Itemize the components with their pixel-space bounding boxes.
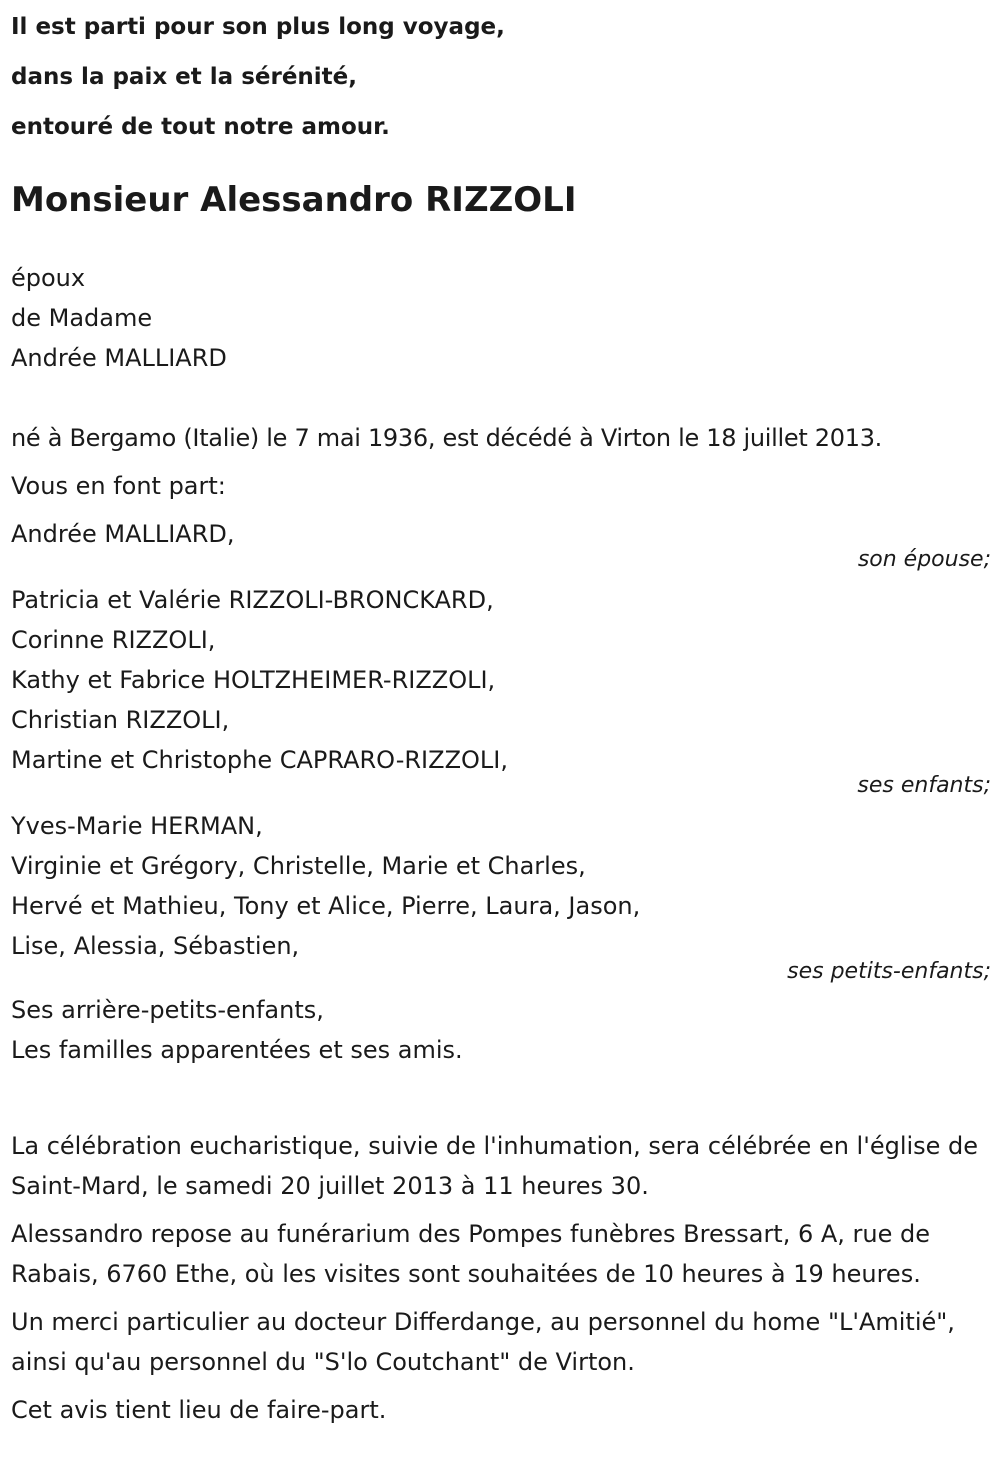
family-name-line: Christian RIZZOLI, [11, 706, 230, 734]
family-name-line: Martine et Christophe CAPRARO-RIZZOLI, [11, 746, 508, 774]
family-name-line: Patricia et Valérie RIZZOLI-BRONCKARD, [11, 586, 494, 614]
family-name-line: Virginie et Grégory, Christelle, Marie et Charles, [11, 852, 586, 880]
spouse-line: époux [11, 264, 86, 292]
other-relatives [11, 990, 991, 1070]
other-relatives-line: Ses arrière-petits-enfants, [11, 996, 324, 1024]
family-role: ses enfants; [857, 773, 991, 798]
thanks-paragraph: Un merci particulier au docteur Differdange, au personnel du home "L'Amitié", ainsi qu'au personnel du "S'lo Coutchant" de Virton. [11, 1308, 955, 1376]
spouse-block [11, 258, 991, 378]
family-group-grandchildren [11, 806, 991, 966]
family-name-line: Corinne RIZZOLI, [11, 626, 216, 654]
intro-line: entouré de tout notre amour. [11, 114, 390, 140]
spouse-line: Andrée MALLIARD [11, 344, 227, 372]
intro-line: dans la paix et la sérénité, [11, 64, 358, 90]
birth-death-line: né à Bergamo (Italie) le 7 mai 1936, est décédé à Virton le 18 juillet 2013. [11, 424, 883, 452]
family-role: ses petits-enfants; [787, 959, 991, 984]
family-group-children [11, 580, 991, 780]
family-name-line: Yves-Marie HERMAN, [11, 812, 263, 840]
family-name-line: Hervé et Mathieu, Tony et Alice, Pierre, Laura, Jason, [11, 892, 641, 920]
intro-line: Il est parti pour son plus long voyage, [11, 14, 505, 40]
spouse-line: de Madame [11, 304, 153, 332]
deceased-name: Monsieur Alessandro RIZZOLI [11, 180, 577, 220]
other-relatives-line: Les familles apparentées et ses amis. [11, 1036, 463, 1064]
family-name-line: Lise, Alessia, Sébastien, [11, 932, 300, 960]
family-name-line: Andrée MALLIARD, [11, 520, 235, 548]
family-role: son épouse; [857, 547, 991, 572]
announce-line: Vous en font part: [11, 472, 226, 500]
notice-paragraph: Cet avis tient lieu de faire-part. [11, 1396, 387, 1424]
intro-verse [11, 2, 991, 152]
ceremony-paragraph: La célébration eucharistique, suivie de l'inhumation, sera célébrée en l'église de Saint-Mard, le samedi 20 juillet 2013 à 11 heures 30. [11, 1132, 979, 1200]
family-name-line: Kathy et Fabrice HOLTZHEIMER-RIZZOLI, [11, 666, 496, 694]
obituary-notice [11, 0, 991, 1430]
funerarium-paragraph: Alessandro repose au funérarium des Pompes funèbres Bressart, 6 A, rue de Rabais, 6760 Ethe, où les visites sont souhaitées de 10 heures à 19 heures. [11, 1220, 931, 1288]
